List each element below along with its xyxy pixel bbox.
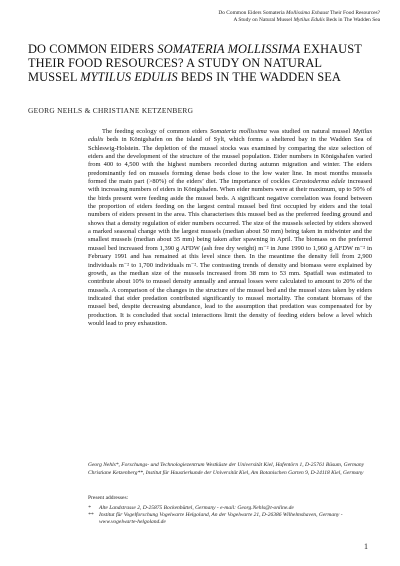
present-address-1: * Alte Landstrasse 2, D-25875 Bockenbüttel, Germany - e-mail: Georg.Nehls@t-online.de: [88, 505, 294, 511]
abstract-paragraph: The feeding ecology of common eiders Somateria mollissima was studied on natural mussel Mytilus edulis beds in Königshafen on the island of Sylt, which forms a sheltered bay in the Wadden Sea of Schleswig-Holstein. The depletion of the mussel stocks was examined by comparing the size selection of eiders and the development of the structure of the mussel population. Eider numbers in Königshafen varied from 400 to 4,500 with the highest numbers recorded during autumn migration and winter. The eiders predominantly fed on mussels forming dense beds close to the low water line. In most months mussels formed the main part (>80%) of the eiders’ diet. The importance of cockles Cerastoderma edule increased with increasing numbers of eiders in Königshafen. When eider numbers were at their maximum, up to 50% of the birds present were feeding aside the mussel beds. A significant negative correlation was found between the proportion of eiders feeding on the largest central mussel bed first occupied by eiders and the total numbers of eiders present in the area. This characterises this mussel bed as the preferred feeding ground and shows that a density regulation of eider numbers occurred. The size of the mussels selected by eiders showed a marked seasonal change with the largest mussels (median about 50 mm) being taken in midwinter and the smallest mussels (median about 35 mm) being taken after spawning in April. The biomass on the preferred mussel bed increased from 1,390 g AFDW (ash free dry weight) m⁻² in June 1990 to 1,960 g AFDW m⁻² in February 1991 and has remained at this level since then. In the meantime the density fell from 2,900 individuals m⁻² to 1,700 individuals m⁻². The contrasting trends of density and biomass were explained by growth, as the median size of the mussels increased from 38 mm to 53 mm. Spatfall was estimated to contribute about 10% to mussel density annually and annual losses were calculated to amount to 20% of the mussels. A comparison of the changes in the structure of the mussel bed and the mussel sizes taken by eiders indicated that eider predation contributed significantly to mussel mortality. The constant biomass of the mussel bed, despite decreasing abundance, lead to the assumption that predation was compensated for by production. It is concluded that social interactions limit the density of feeding eiders below a level which would lead to prey exhaustion.: [88, 128, 372, 327]
paper-title: DO COMMON EIDERS SOMATERIA MOLLISSIMA EXHAUST THEIR FOOD RESOURCES? A STUDY ON NATURAL MUSSEL MYTILUS EDULIS BEDS IN THE WADDEN SEA: [28, 42, 362, 84]
running-header-line-2: A Study on Natural Mussel Mytilus Edulis Beds in The Wadden Sea: [233, 17, 380, 23]
present-addresses: [88, 495, 372, 526]
present-address-2: ** Institut für Vogelforschung Vogelwarte Helgoland, An der Vogelwarte 21, D-26386 Wilhelmshaven, Germany - www.vogelwarte-helgoland.de: [88, 512, 343, 525]
author-list: GEORG NEHLS & CHRISTIANE KETZENBERG: [28, 106, 194, 115]
affiliation-nehls: Georg Nehls*, Forschungs- und Technologiezentrum Westküste der Universität Kiel, Hafentörn 1, D-25761 Büsum, Germany: [88, 462, 365, 468]
present-addresses-label: Present addresses:: [88, 495, 129, 501]
abstract: [88, 128, 372, 328]
running-header-line-1: Do Common Eiders Somateria Mollissima Exhaust Their Food Resources?: [218, 10, 380, 16]
running-header: [20, 10, 380, 24]
page-number: 1: [364, 542, 368, 551]
affiliations: [88, 462, 372, 478]
affiliation-ketzenberg: Christiane Ketzenberg**, Institut für Haustierkunde der Universität Kiel, Am Botanischen Garten 9, D-24118 Kiel, Germany: [88, 470, 364, 476]
